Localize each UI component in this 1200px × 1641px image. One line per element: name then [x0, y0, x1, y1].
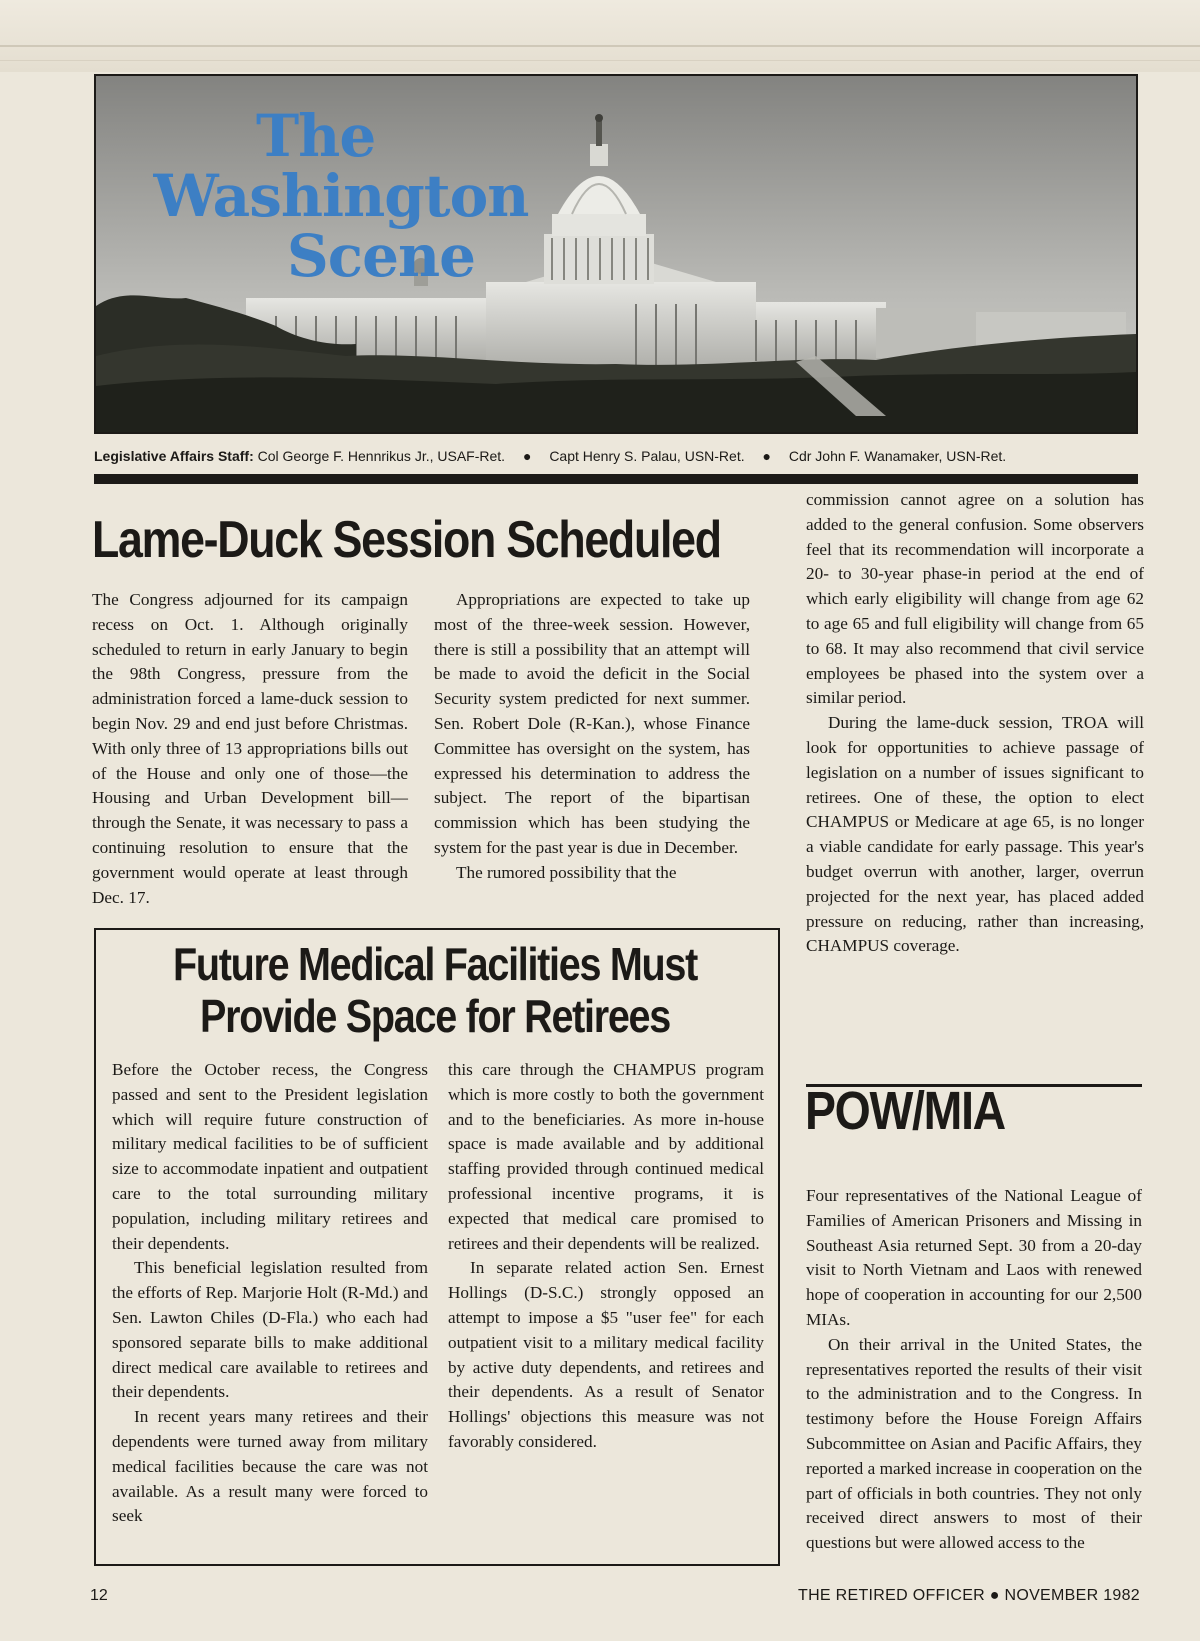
masthead-line-2: Washington [153, 162, 529, 230]
top-margin-band [0, 0, 1200, 72]
bullet-separator: ● [522, 448, 532, 464]
article-column [806, 1184, 1142, 1556]
article-headline-pow-mia: POW/MIA [805, 1081, 1005, 1141]
paragraph: this care through the CHAMPUS program which is more costly to both the government and to the beneficiaries. As more in-house space is made available and by additional staffing provided through continued medical professional incentive programs, it is expected that medical care promised to retirees and their dependents will be realized. [448, 1060, 764, 1253]
article-headline-medical-facilities [147, 938, 723, 1042]
staff-member: Capt Henry S. Palau, USN-Ret. [549, 448, 745, 464]
staff-member: Col George F. Hennrikus Jr., USAF-Ret. [257, 448, 506, 464]
top-rule-thin [0, 60, 1200, 61]
paragraph: Four representatives of the National League of Families of American Prisoners and Missing in Southeast Asia returned Sept. 30 from a 20-day visit to North Vietnam and Laos with renewed hope of cooperation in accounting for our 2,500 MIAs. [806, 1186, 1142, 1329]
staff-member: Cdr John F. Wanamaker, USN-Ret. [788, 448, 1007, 464]
paragraph: In recent years many retirees and their dependents were turned away from military medical facilities because the care was not available. As a result many were forced to seek [112, 1407, 428, 1526]
article-headline-lame-duck: Lame-Duck Session Scheduled [92, 511, 721, 569]
article-column [434, 588, 750, 886]
page-number: 12 [90, 1587, 108, 1604]
paragraph: The rumored possibility that the [456, 862, 677, 882]
paragraph: commission cannot agree on a solution has added to the general confusion. Some observers feel that its recommendation will incorporate a 20- to 30-year phase-in period at the end of which early eligibility will change from age 62 to age 65 and full eligibility will change from 65 to 68. It may also recommend that civil service employees be phased into the system over a similar period. [806, 490, 1144, 708]
staff-label: Legislative Affairs Staff: [94, 448, 254, 464]
article-column [92, 588, 408, 910]
capitol-header-photo [94, 74, 1138, 434]
section-divider [94, 474, 1138, 484]
paragraph: On their arrival in the United States, the representatives reported the results of their visit to the administration and to the Congress. In testimony before the House Foreign Affairs Subcommittee on Asian and Pacific Affairs, they reported a marked increase in cooperation on the part of officials in both countries. They not only received direct answers to most of their questions but were allowed access to the [806, 1334, 1142, 1553]
paragraph: Before the October recess, the Congress passed and sent to the President legislation which will require future construction of military medical facilities to be of sufficient size to accommodate inpatient and outpatient care to the total surrounding military population, including military retirees and their dependents. [112, 1060, 428, 1253]
staff-credit-line [94, 448, 1138, 464]
masthead-line-3: Scene [286, 222, 476, 290]
paragraph: Appropriations are expected to take up most of the three-week session. However, there is still a possibility that an attempt will be made to avoid the deficit in the Social Security system predicted for next summer. Sen. Robert Dole (R-Kan.), whose Finance Committee has oversight on the system, has expressed his determination to address the subject. The report of the bipartisan commission which has been studying the system for the past year is due in December. [434, 590, 750, 857]
article-column [448, 1058, 764, 1455]
paragraph: This beneficial legislation resulted from the efforts of Rep. Marjorie Holt (R-Md.) and Sen. Lawton Chiles (D-Fla.) who each had sponsored separate bills to make additional direct medical care available to retirees and their dependents. [112, 1258, 428, 1402]
paragraph: In separate related action Sen. Ernest Hollings (D-S.C.) strongly opposed an attempt to impose a $5 "user fee" for each outpatient visit to a military medical facility by active duty dependents, and retirees and their dependents. As a result of Senator Hollings' objections this measure was not favorably considered. [448, 1258, 764, 1451]
masthead-title [136, 102, 546, 290]
article-column [806, 488, 1144, 959]
paragraph: The Congress adjourned for its campaign recess on Oct. 1. Although originally scheduled to return in early January to begin the 98th Congress, pressure from the administration forced a lame-duck session to begin Nov. 29 and end just before Christmas. With only three of 13 appropriations bills out of the House and only one of those—the Housing and Urban Development bill—through the Senate, it was necessary to pass a continuing resolution to ensure that the government would operate at least through Dec. 17. [92, 590, 408, 907]
top-rule [0, 45, 1200, 47]
headline-line-1: Future Medical Facilities Must [172, 938, 698, 990]
masthead-line-1: The [256, 102, 376, 170]
headline-line-2: Provide Space for Retirees [200, 990, 670, 1042]
paragraph: During the lame-duck session, TROA will look for opportunities to achieve passage of legislation on a number of issues significant to retirees. One of these, the option to elect CHAMPUS or Medicare at age 65, is no longer a viable candidate for early passage. This year's budget overrun with another, larger, overrun projected for the next year, has placed added pressure on reducing, rather than increasing, CHAMPUS coverage. [806, 713, 1144, 956]
magazine-footer: THE RETIRED OFFICER ● NOVEMBER 1982 [798, 1587, 1140, 1604]
article-column [112, 1058, 428, 1529]
bullet-separator: ● [762, 448, 771, 464]
